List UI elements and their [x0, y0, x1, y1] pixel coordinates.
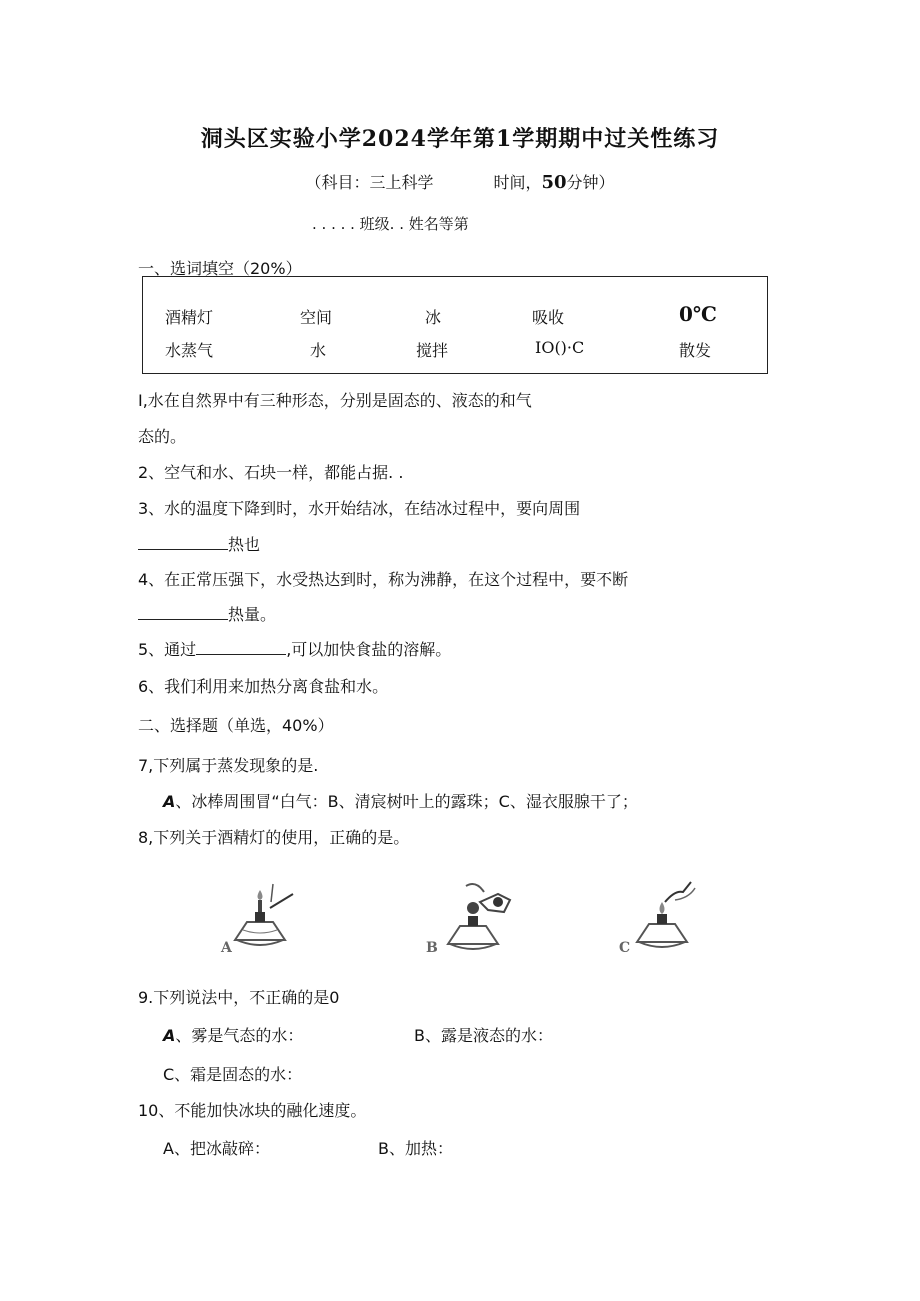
question-9-option-b: B、露是液态的水：: [414, 1026, 553, 1045]
word-bank-item: 0℃: [679, 302, 717, 326]
question-3-line-2: 热也: [138, 532, 260, 555]
subject-label: （科目：三上科学: [305, 173, 434, 192]
question-10-option-b: B、加热：: [378, 1139, 453, 1158]
question-6: 6、我们利用来加热分离食盐和水。: [138, 677, 389, 696]
answer-blank: [196, 640, 286, 655]
figure-label-c: C: [619, 940, 631, 956]
question-1-line-2: 态的。: [138, 427, 187, 446]
word-bank-item: 搅拌: [416, 341, 449, 360]
word-bank-item: 冰: [425, 308, 442, 327]
question-7: 7,下列属于蒸发现象的是.: [138, 756, 319, 775]
answer-blank: [138, 605, 228, 620]
student-info-line: . . . . . 班级. . 姓名等第: [312, 215, 469, 233]
word-bank-item: IO()·C: [535, 338, 585, 357]
time-label: 时间，: [493, 173, 542, 192]
question-4-line-1: 4、在正常压强下，水受热达到时，称为沸静，在这个过程中，要不断: [138, 570, 629, 589]
word-bank-item: 空间: [300, 308, 333, 327]
section-1-title: 一、选词填空（20%）: [138, 259, 302, 278]
word-bank-item: 吸收: [532, 308, 565, 327]
question-3-line-1: 3、水的温度下降到时，水开始结冰，在结冰过程中，要向周围: [138, 499, 581, 518]
time-unit: 分钟）: [566, 173, 615, 192]
figure-option-b: [418, 872, 528, 962]
question-4-line-2: 热量。: [138, 602, 276, 625]
question-5: 5、通过 ,可以加快食盐的溶解。: [138, 640, 452, 659]
figure-label-b: B: [426, 940, 438, 956]
question-10: 10、不能加快冰块的融化速度。: [138, 1101, 367, 1120]
figure-label-a: A: [221, 940, 232, 956]
question-9-option-a: A、雾是气态的水：: [163, 1026, 304, 1045]
word-bank-item: 水蒸气: [165, 341, 214, 360]
question-2: 2、空气和水、石块一样，都能占据. .: [138, 463, 404, 482]
question-9-option-c: C、霜是固态的水：: [163, 1065, 303, 1084]
word-bank-item: 散发: [679, 341, 712, 360]
question-7-options: A、冰棒周围冒“白气：B、清宸树叶上的露珠；C、湿衣服腺干了；: [163, 792, 638, 811]
word-bank-box: [142, 276, 768, 374]
section-2-title: 二、选择题（单选，40%）: [138, 716, 334, 735]
figure-option-a: [215, 872, 305, 962]
answer-blank: [138, 535, 228, 550]
time-value: 50: [541, 172, 567, 193]
question-9: 9.下列说法中，不正确的是0: [138, 988, 340, 1007]
word-bank-item: 水: [310, 341, 327, 360]
question-1-line-1: I,水在自然界中有三种形态，分别是固态的、液态的和气: [138, 391, 532, 410]
figure-option-c: [615, 872, 710, 962]
question-10-option-a: A、把冰敲碎：: [163, 1139, 270, 1158]
word-bank-item: 酒精灯: [165, 308, 214, 327]
page-title: 洞头区实验小学2024学年第1学期期中过关性练习: [200, 126, 720, 152]
exam-subtitle: [0, 170, 920, 193]
question-8: 8,下列关于酒精灯的使用，正确的是。: [138, 828, 410, 847]
